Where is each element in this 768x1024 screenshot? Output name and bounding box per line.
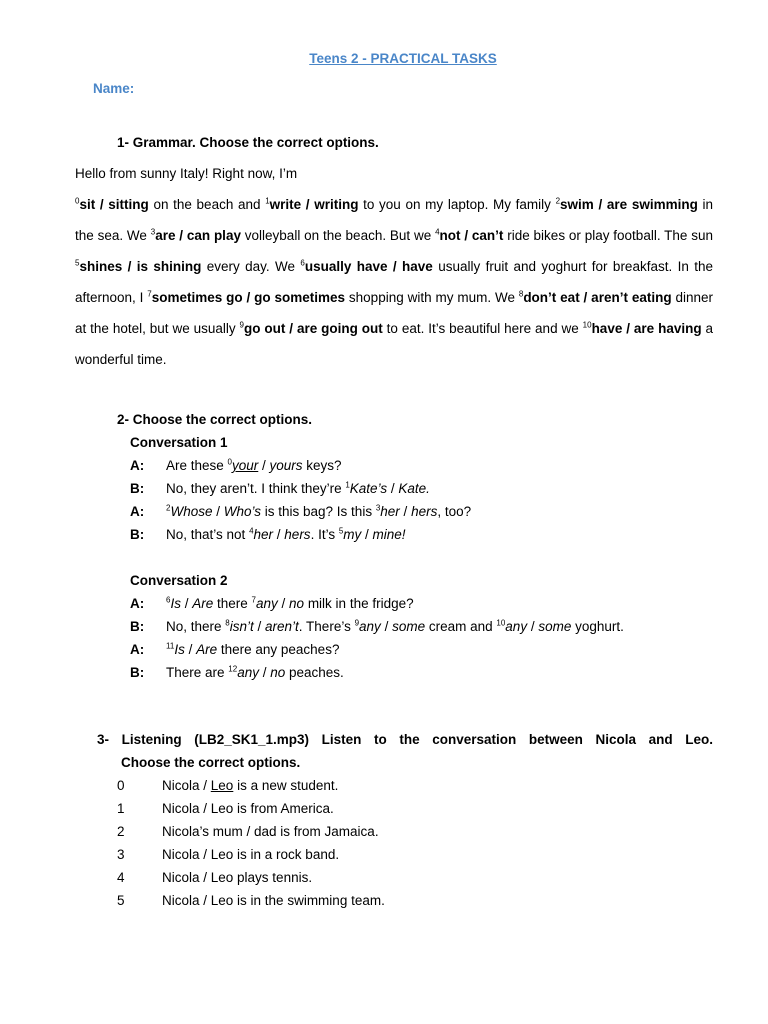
section3-subheading: Choose the correct options.: [121, 755, 301, 770]
conversation1-line: B: No, they aren’t. I think they’re $^1$Kate’s / Kate.: [130, 480, 430, 496]
list-item: [117, 847, 339, 862]
item-text: Nicola / Leo is a new student.: [162, 778, 339, 793]
conversation1-title: Conversation 1: [130, 435, 228, 450]
conversation2-line: A: $^{11}$Is / Are there any peaches?: [130, 641, 340, 657]
item-number: 4: [117, 870, 125, 885]
conversation2-line: B: No, there $^8$isn’t / aren’t. There’s $^9$any / some cream and $^{10}$any / some yoghurt.: [130, 618, 624, 634]
conversation2-title: Conversation 2: [130, 573, 228, 588]
section1-intro: Hello from sunny Italy! Right now, I’m: [75, 166, 298, 181]
conversation1-line: A: $^2$Whose / Who’s is this bag? Is this $^3$her / hers, too?: [130, 503, 472, 519]
item-number: 0: [117, 778, 125, 793]
name-label: Name:: [93, 81, 135, 96]
item-number: 1: [117, 801, 125, 816]
item-number: 5: [117, 893, 125, 908]
conversation2-line: B: There are $^{12}$any / no peaches.: [130, 664, 344, 680]
list-item: [117, 801, 334, 816]
list-item: [117, 893, 385, 908]
list-item: [117, 778, 338, 793]
page-title: Teens 2 - PRACTICAL TASKS: [309, 51, 497, 66]
section1-heading: 1- Grammar. Choose the correct options.: [117, 135, 379, 150]
item-text: Nicola / Leo is in the swimming team.: [162, 893, 385, 908]
section2-heading: 2- Choose the correct options.: [117, 412, 313, 427]
item-text: Nicola / Leo plays tennis.: [162, 870, 313, 885]
list-item: [117, 870, 312, 885]
item-number: 3: [117, 847, 125, 862]
conversation1-line: A: Are these $^0$your / yours keys?: [130, 457, 342, 473]
item-text: Nicola / Leo is from America.: [162, 801, 334, 816]
section1-paragraph: $^0$sit / sitting on the beach and $^1$write / writing to you on my laptop. My family $^2$swim / are swimming in the sea. We $^3$are / can play volleyball on the beach. But we $^4$not / can’t ride bikes or play football. The sun $^5$shines / is shining every day. We $^6$usually have / have usually fruit and yoghurt for breakfast. In the afternoon, I $^7$sometimes go / go sometimes shopping with my mum. We $^8$don’t eat / aren’t eating dinner at the hotel, but we usually $^9$go out / are going out to eat. It’s beautiful here and we $^{10}$have / are having a wonderful time.: [75, 196, 714, 367]
list-item: [117, 824, 379, 839]
section3-heading: 3- Listening (LB2_SK1_1.mp3) Listen to the conversation between Nicola and Leo.: [97, 732, 713, 747]
conversation2-line: A: $^6$Is / Are there $^7$any / no milk in the fridge?: [130, 595, 414, 611]
item-text: Nicola’s mum / dad is from Jamaica.: [162, 824, 379, 839]
item-number: 2: [117, 824, 125, 839]
conversation1-line: B: No, that’s not $^4$her / hers. It’s $^5$my / mine!: [130, 526, 406, 542]
item-text: Nicola / Leo is in a rock band.: [162, 847, 340, 862]
